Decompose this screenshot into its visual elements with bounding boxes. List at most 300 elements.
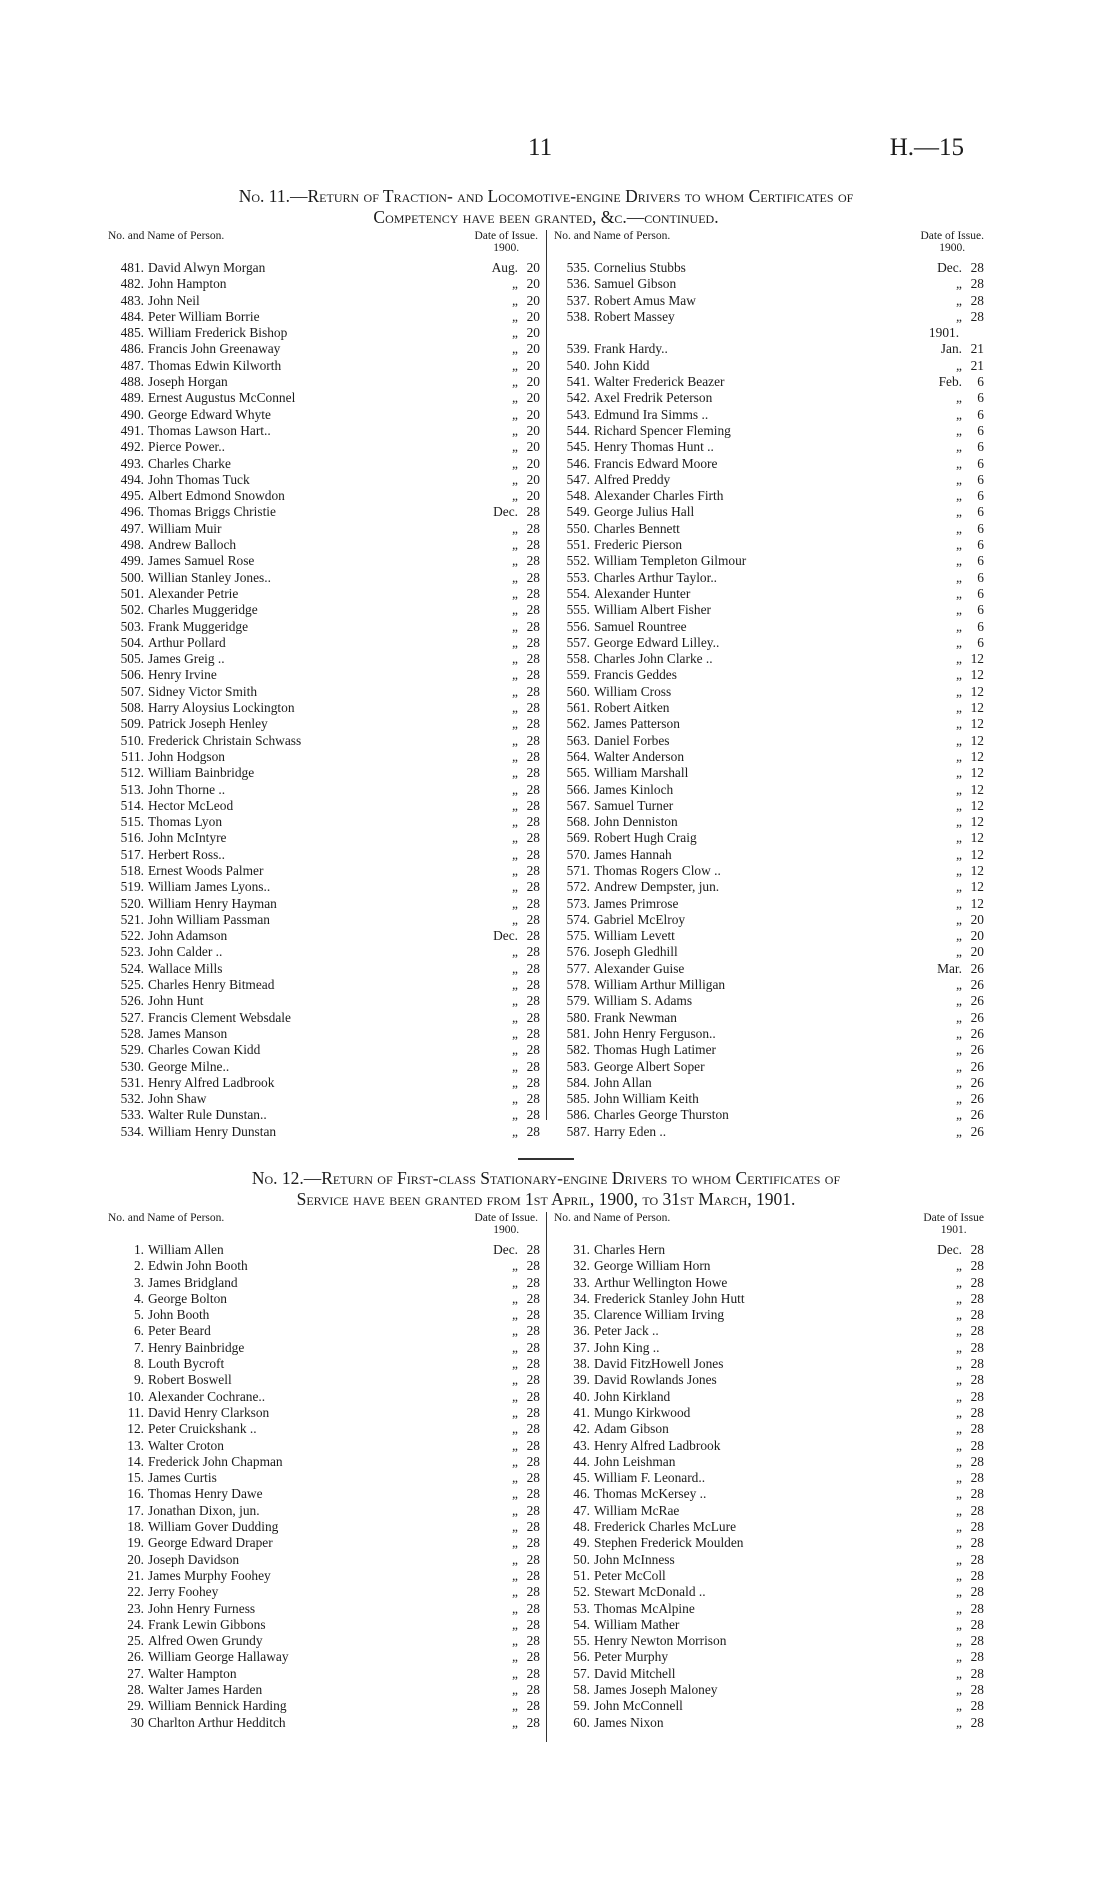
entry-number: 50. <box>573 1551 590 1567</box>
issue-month: „ <box>512 1633 518 1649</box>
issue-month: „ <box>512 1470 518 1486</box>
issue-day: 28 <box>526 960 540 976</box>
person-name: William S. Adams <box>594 993 693 1009</box>
entry-number: 571. <box>566 862 590 878</box>
entry-number: 508. <box>120 700 144 716</box>
table-row <box>554 700 984 716</box>
issue-day: 28 <box>526 1372 540 1388</box>
issue-month: „ <box>512 390 518 406</box>
table-row <box>554 1340 984 1356</box>
person-name: Alfred Owen Grundy <box>148 1633 263 1649</box>
issue-day: 6 <box>977 374 984 390</box>
issue-day: 28 <box>526 1421 540 1437</box>
table-row <box>108 1535 540 1551</box>
issue-day: 28 <box>526 1242 540 1257</box>
person-name: George Edward Lilley.. <box>594 634 720 650</box>
table-row <box>108 1666 540 1682</box>
entry-number: 484. <box>120 308 144 324</box>
entry-number: 26. <box>127 1649 144 1665</box>
issue-month: „ <box>512 1123 518 1139</box>
issue-day: 20 <box>970 911 984 927</box>
issue-month: „ <box>512 993 518 1009</box>
issue-day: 28 <box>970 1519 984 1535</box>
issue-month: „ <box>512 585 518 601</box>
person-name: Thomas Henry Dawe <box>148 1486 263 1502</box>
person-name: William Bainbridge <box>148 765 255 781</box>
table-row <box>108 1340 540 1356</box>
person-name: Thomas McAlpine <box>594 1600 695 1616</box>
person-name: David Rowlands Jones <box>594 1372 717 1388</box>
table-row <box>108 1307 540 1323</box>
table-row <box>108 1323 540 1339</box>
issue-month: „ <box>956 585 962 601</box>
entry-number: 46. <box>573 1486 590 1502</box>
table-row <box>108 1470 540 1486</box>
person-name: John McConnell <box>594 1698 683 1714</box>
issue-month: „ <box>956 406 962 422</box>
entry-number: 29. <box>127 1698 144 1714</box>
issue-day: 20 <box>970 928 984 944</box>
person-name: Walter Croton <box>148 1437 224 1453</box>
person-name: William Frederick Bishop <box>148 325 288 341</box>
issue-month: „ <box>512 341 518 357</box>
entry-number: 567. <box>566 797 590 813</box>
table-row <box>554 504 984 520</box>
issue-day: 20 <box>526 390 540 406</box>
person-name: Peter Cruickshank .. <box>148 1421 257 1437</box>
entry-number: 535. <box>566 260 590 275</box>
entry-number: 487. <box>120 357 144 373</box>
issue-day: 20 <box>526 292 540 308</box>
issue-day: 28 <box>526 667 540 683</box>
issue-month: „ <box>956 276 962 292</box>
issue-day: 21 <box>970 357 984 373</box>
issue-month: „ <box>956 1682 962 1698</box>
issue-day: 28 <box>526 1042 540 1058</box>
entry-number: 60. <box>573 1714 590 1730</box>
person-name: William Templeton Gilmour <box>594 553 747 569</box>
table-row <box>108 700 540 716</box>
issue-month: „ <box>512 977 518 993</box>
issue-day: 28 <box>970 1404 984 1420</box>
entry-number: 529. <box>120 1042 144 1058</box>
issue-day: 26 <box>970 1042 984 1058</box>
entry-number: 41. <box>573 1404 590 1420</box>
issue-day: 28 <box>970 1339 984 1355</box>
issue-month: „ <box>956 1025 962 1041</box>
table-row <box>108 1242 540 1258</box>
entry-number: 42. <box>573 1421 590 1437</box>
issue-day: 28 <box>970 260 984 275</box>
entry-number: 528. <box>120 1025 144 1041</box>
entry-number: 546. <box>566 455 590 471</box>
column-divider <box>546 1212 547 1742</box>
name-header: No. and Name of Person. <box>108 1212 225 1224</box>
entry-number: 49. <box>573 1535 590 1551</box>
issue-month: „ <box>956 1123 962 1139</box>
issue-month: „ <box>956 700 962 716</box>
entry-number: 551. <box>566 537 590 553</box>
table-row <box>108 504 540 520</box>
person-name: James Curtis <box>148 1470 217 1486</box>
entry-number: 507. <box>120 683 144 699</box>
table-row <box>108 1715 540 1731</box>
section-11-heading <box>106 186 986 228</box>
table-row <box>554 912 984 928</box>
person-name: Frank Newman <box>594 1009 677 1025</box>
issue-day: 6 <box>977 602 984 618</box>
issue-month: „ <box>512 520 518 536</box>
issue-day: 28 <box>526 1323 540 1339</box>
issue-month: „ <box>512 1290 518 1306</box>
table-row <box>108 374 540 390</box>
table-row <box>108 537 540 553</box>
entry-number: 16. <box>127 1486 144 1502</box>
issue-month: „ <box>956 1404 962 1420</box>
issue-day: 28 <box>970 1290 984 1306</box>
table-row <box>554 423 984 439</box>
table-row <box>108 423 540 439</box>
entry-number: 491. <box>120 422 144 438</box>
table-row <box>108 1568 540 1584</box>
entry-number: 481. <box>120 260 144 275</box>
issue-day: 28 <box>526 1404 540 1420</box>
entry-number: 505. <box>120 651 144 667</box>
person-name: Louth Bycroft <box>148 1356 225 1372</box>
person-name: John Kirkland <box>594 1388 671 1404</box>
issue-month: „ <box>956 911 962 927</box>
entry-number: 10. <box>127 1388 144 1404</box>
issue-day: 28 <box>526 977 540 993</box>
section-11-left-column <box>108 230 540 1150</box>
table-row <box>554 1438 984 1454</box>
entry-number: 33. <box>573 1274 590 1290</box>
entry-number: 503. <box>120 618 144 634</box>
person-name: Axel Fredrik Peterson <box>594 390 713 406</box>
person-name: Charles Muggeridge <box>148 602 258 618</box>
table-row <box>108 1617 540 1633</box>
table-row <box>108 390 540 406</box>
entry-number: 52. <box>573 1584 590 1600</box>
issue-day: 28 <box>970 1584 984 1600</box>
entry-number: 582. <box>566 1042 590 1058</box>
person-name: William Marshall <box>594 765 689 781</box>
issue-month: „ <box>956 1274 962 1290</box>
entry-number: 548. <box>566 488 590 504</box>
entry-number: 519. <box>120 879 144 895</box>
entry-number: 58. <box>573 1682 590 1698</box>
issue-day: 28 <box>526 569 540 585</box>
date-header-label: Date of Issue <box>923 1212 984 1224</box>
issue-day: 28 <box>970 276 984 292</box>
person-name: Alexander Charles Firth <box>594 488 724 504</box>
issue-day: 12 <box>970 814 984 830</box>
entry-number: 536. <box>566 276 590 292</box>
issue-day: 12 <box>970 781 984 797</box>
person-name: Robert Boswell <box>148 1372 232 1388</box>
section-12-right-rows <box>554 1242 984 1731</box>
table-row <box>554 1470 984 1486</box>
entry-number: 512. <box>120 765 144 781</box>
table-row <box>108 1042 540 1058</box>
table-row <box>554 472 984 488</box>
person-name: Frank Muggeridge <box>148 618 249 634</box>
section-12-heading <box>106 1168 986 1210</box>
entry-number: 19. <box>127 1535 144 1551</box>
person-name: Charles Arthur Taylor.. <box>594 569 718 585</box>
entry-number: 538. <box>566 308 590 324</box>
issue-day: 28 <box>526 1665 540 1681</box>
person-name: William George Hallaway <box>148 1649 289 1665</box>
issue-day: 20 <box>526 406 540 422</box>
entry-number: 544. <box>566 422 590 438</box>
issue-month: „ <box>956 1258 962 1274</box>
issue-month: „ <box>956 1600 962 1616</box>
issue-day: 28 <box>526 716 540 732</box>
issue-day: 28 <box>970 1502 984 1518</box>
issue-day: 12 <box>970 879 984 895</box>
issue-day: 28 <box>526 1633 540 1649</box>
person-name: Wallace Mills <box>148 960 223 976</box>
issue-day: 28 <box>970 1274 984 1290</box>
issue-month: „ <box>956 1698 962 1714</box>
issue-month: „ <box>512 781 518 797</box>
entry-number: 490. <box>120 406 144 422</box>
issue-month: „ <box>956 357 962 373</box>
issue-month: „ <box>956 1633 962 1649</box>
section-12-right-column <box>554 1212 984 1752</box>
entry-number: 554. <box>566 585 590 601</box>
entry-number: 559. <box>566 667 590 683</box>
entry-number: 5. <box>133 1307 144 1323</box>
table-row <box>108 814 540 830</box>
table-row <box>554 1552 984 1568</box>
table-row <box>108 439 540 455</box>
entry-number: 542. <box>566 390 590 406</box>
entry-number: 553. <box>566 569 590 585</box>
issue-month: „ <box>512 683 518 699</box>
entry-number: 11. <box>127 1404 144 1420</box>
issue-month: „ <box>956 1290 962 1306</box>
year-label: 1900. <box>493 242 520 254</box>
person-name: Joseph Horgan <box>148 374 228 390</box>
issue-month: „ <box>512 1665 518 1681</box>
issue-day: 6 <box>977 504 984 520</box>
issue-month: „ <box>512 1042 518 1058</box>
issue-month: „ <box>956 422 962 438</box>
person-name: John McIntyre <box>148 830 227 846</box>
entry-number: 500. <box>120 569 144 585</box>
table-row <box>108 1421 540 1437</box>
issue-day: 28 <box>526 1616 540 1632</box>
table-row <box>554 684 984 700</box>
issue-month: „ <box>512 1535 518 1551</box>
section-12-heading-line2: Service have been granted from 1st April, 1900, to 31st March, 1901. <box>296 1189 796 1209</box>
issue-day: 28 <box>526 1649 540 1665</box>
person-name: James Manson <box>148 1025 228 1041</box>
issue-month: „ <box>512 1421 518 1437</box>
table-row <box>554 749 984 765</box>
table-row <box>554 1633 984 1649</box>
table-row <box>554 1519 984 1535</box>
person-name: William Henry Dunstan <box>148 1123 277 1139</box>
issue-day: 28 <box>970 1649 984 1665</box>
issue-month: „ <box>956 1649 962 1665</box>
issue-day: 20 <box>526 488 540 504</box>
issue-month: „ <box>512 1453 518 1469</box>
issue-day: 28 <box>526 911 540 927</box>
person-name: Henry Irvine <box>148 667 217 683</box>
table-row <box>108 1372 540 1388</box>
entry-number: 514. <box>120 797 144 813</box>
issue-month: „ <box>956 471 962 487</box>
issue-month: „ <box>512 1616 518 1632</box>
issue-month: „ <box>956 814 962 830</box>
entry-number: 1. <box>133 1242 144 1257</box>
issue-day: 12 <box>970 683 984 699</box>
person-name: David Mitchell <box>594 1665 676 1681</box>
issue-month: „ <box>956 504 962 520</box>
name-header: No. and Name of Person. <box>554 1212 671 1224</box>
entry-number: 38. <box>573 1356 590 1372</box>
entry-number: 518. <box>120 862 144 878</box>
issue-day: 28 <box>970 1323 984 1339</box>
entry-number: 22. <box>127 1584 144 1600</box>
entry-number: 2. <box>133 1258 144 1274</box>
table-row <box>108 1584 540 1600</box>
issue-month: „ <box>512 488 518 504</box>
entry-number: 35. <box>573 1307 590 1323</box>
person-name: Walter Frederick Beazer <box>594 374 725 390</box>
entry-number: 493. <box>120 455 144 471</box>
person-name: Robert Aitken <box>594 700 670 716</box>
table-row <box>108 912 540 928</box>
entry-number: 525. <box>120 977 144 993</box>
table-row <box>108 896 540 912</box>
issue-day: 28 <box>526 520 540 536</box>
section-11-right-column <box>554 230 984 1150</box>
person-name: Charles John Clarke .. <box>594 651 713 667</box>
year-row <box>554 325 984 341</box>
entry-number: 568. <box>566 814 590 830</box>
table-row <box>108 1356 540 1372</box>
table-row <box>108 1107 540 1123</box>
person-name: William Bennick Harding <box>148 1698 287 1714</box>
entry-number: 486. <box>120 341 144 357</box>
issue-day: 28 <box>526 1258 540 1274</box>
person-name: Patrick Joseph Henley <box>148 716 268 732</box>
issue-day: 26 <box>970 960 984 976</box>
person-name: Willian Stanley Jones.. <box>148 569 271 585</box>
person-name: Francis Edward Moore <box>594 455 718 471</box>
issue-day: 28 <box>526 748 540 764</box>
table-row <box>108 276 540 292</box>
person-name: William Mather <box>594 1616 680 1632</box>
column-header <box>108 230 540 262</box>
person-name: Charles Charke <box>148 455 231 471</box>
entry-number: 578. <box>566 977 590 993</box>
issue-day: 28 <box>526 781 540 797</box>
entry-number: 510. <box>120 732 144 748</box>
issue-month: „ <box>512 1107 518 1123</box>
person-name: Charles George Thurston <box>594 1107 729 1123</box>
issue-day: 6 <box>977 455 984 471</box>
issue-day: 28 <box>526 895 540 911</box>
table-row <box>108 553 540 569</box>
table-row <box>554 1535 984 1551</box>
entry-number: 504. <box>120 634 144 650</box>
person-name: David FitzHowell Jones <box>594 1356 724 1372</box>
person-name: Stewart McDonald .. <box>594 1584 706 1600</box>
issue-month: Dec. <box>937 260 962 275</box>
issue-month: „ <box>512 667 518 683</box>
issue-day: 28 <box>526 634 540 650</box>
issue-month: „ <box>512 879 518 895</box>
table-row <box>554 1421 984 1437</box>
issue-day: 28 <box>970 1372 984 1388</box>
entry-number: 530. <box>120 1058 144 1074</box>
person-name: William Levett <box>594 928 675 944</box>
person-name: Charles Bennett <box>594 520 680 536</box>
issue-month: „ <box>956 1519 962 1535</box>
person-name: George Albert Soper <box>594 1058 705 1074</box>
table-row <box>554 456 984 472</box>
table-row <box>108 456 540 472</box>
person-name: Peter McColl <box>594 1567 666 1583</box>
person-name: Andrew Balloch <box>148 537 237 553</box>
issue-day: 28 <box>970 1567 984 1583</box>
year-label: 1900. <box>939 242 966 254</box>
issue-month: „ <box>512 292 518 308</box>
issue-day: 20 <box>526 439 540 455</box>
issue-month: „ <box>956 1058 962 1074</box>
table-row <box>108 863 540 879</box>
entry-number: 8. <box>133 1356 144 1372</box>
issue-day: 28 <box>526 602 540 618</box>
table-row <box>554 293 984 309</box>
table-row <box>554 1026 984 1042</box>
person-name: Frederick Christain Schwass <box>148 732 302 748</box>
issue-month: „ <box>512 1437 518 1453</box>
table-row <box>108 1503 540 1519</box>
table-row <box>108 521 540 537</box>
issue-month: „ <box>956 634 962 650</box>
table-row <box>108 1026 540 1042</box>
person-name: Gabriel McElroy <box>594 911 686 927</box>
person-name: Samuel Rountree <box>594 618 687 634</box>
issue-day: 20 <box>970 944 984 960</box>
issue-day: 12 <box>970 667 984 683</box>
table-row <box>554 1486 984 1502</box>
entry-number: 489. <box>120 390 144 406</box>
person-name: Walter Rule Dunstan.. <box>148 1107 267 1123</box>
issue-month: „ <box>512 1356 518 1372</box>
table-row <box>108 765 540 781</box>
person-name: John Neil <box>148 292 200 308</box>
issue-day: 12 <box>970 797 984 813</box>
person-name: Thomas Lawson Hart.. <box>148 422 271 438</box>
table-row <box>108 1438 540 1454</box>
issue-month: „ <box>956 569 962 585</box>
section-separator <box>518 1158 574 1160</box>
entry-number: 574. <box>566 911 590 927</box>
issue-day: 28 <box>970 1388 984 1404</box>
issue-day: 28 <box>526 1600 540 1616</box>
person-name: David Henry Clarkson <box>148 1404 270 1420</box>
entry-number: 6. <box>133 1323 144 1339</box>
issue-month: „ <box>512 651 518 667</box>
entry-number: 7. <box>133 1339 144 1355</box>
